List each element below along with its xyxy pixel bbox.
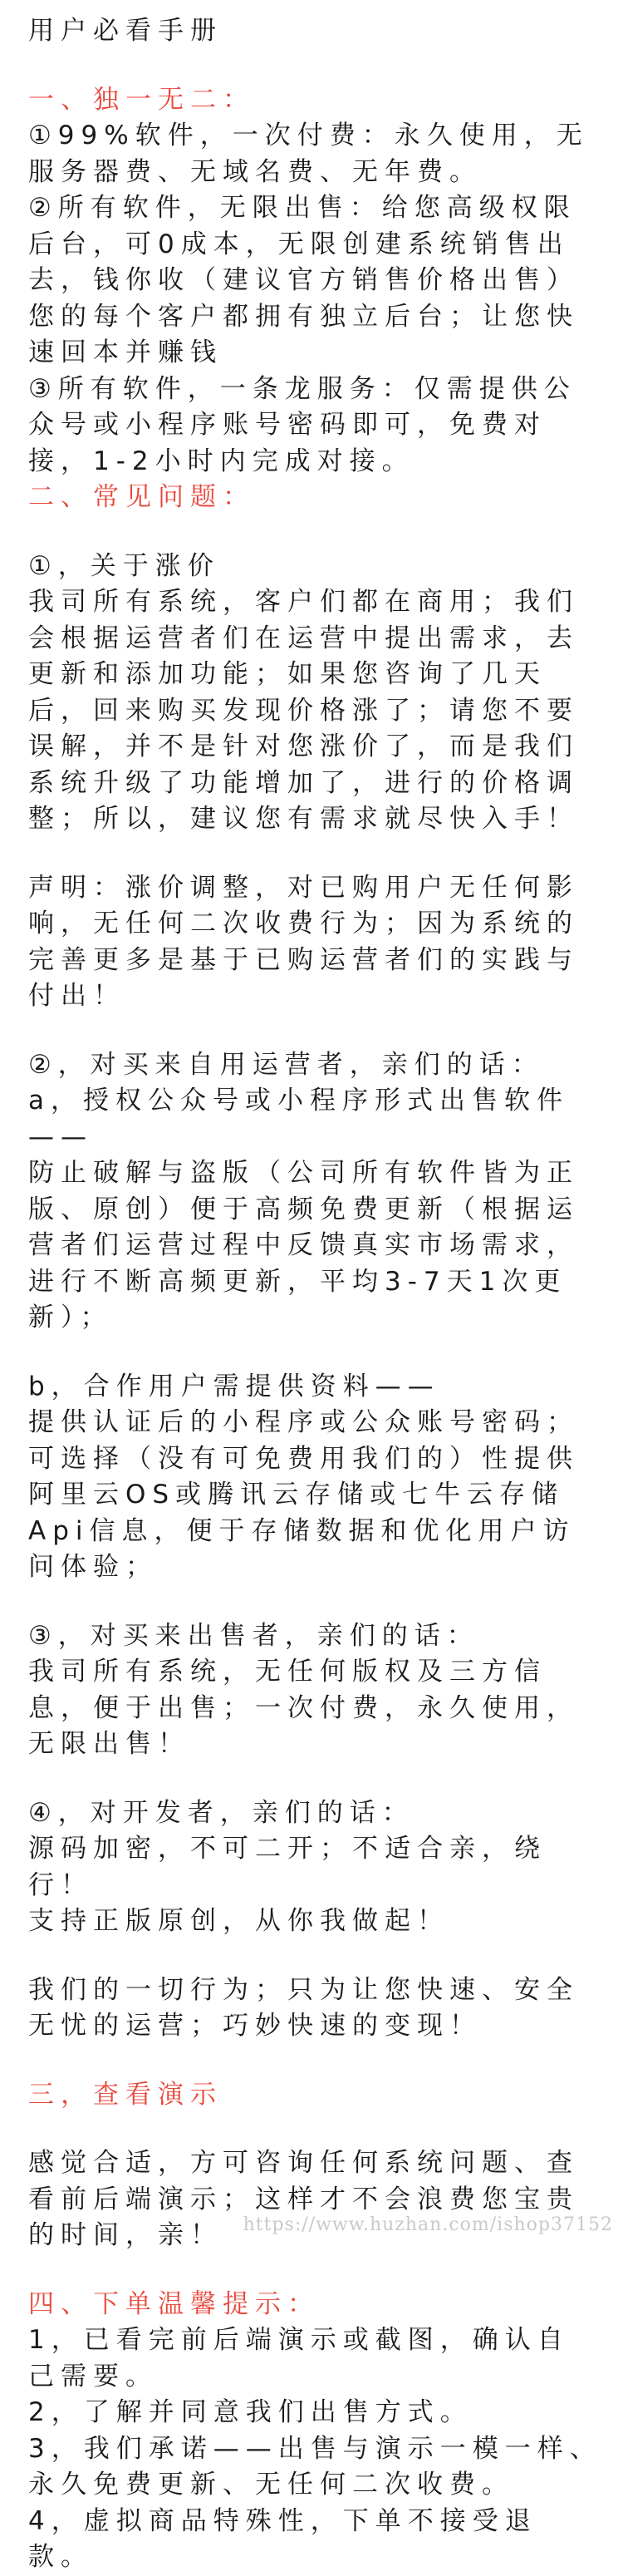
body-text-line: 无限出售！ <box>28 1729 190 1759</box>
body-text-line: 您的每个客户都拥有独立后台；让您快 <box>28 301 579 332</box>
body-text-line: ①，关于涨价 <box>28 550 220 581</box>
body-text-line: 源码加密，不可二开；不适合亲，绕 <box>28 1834 547 1864</box>
body-text-line: 我们的一切行为；只为让您快速、安全 <box>28 1974 579 2005</box>
body-text-line: 我司所有系统，无任何版权及三方信 <box>28 1657 547 1687</box>
body-text-line: 整；所以，建议您有需求就尽快入手！ <box>28 804 579 834</box>
body-text-line: 误解，并不是针对您涨价了，而是我们 <box>28 731 579 761</box>
body-text-line: Api信息，便于存储数据和优化用户访 <box>28 1515 576 1546</box>
body-text-line: 无忧的运营；巧妙快速的变现！ <box>28 2011 482 2041</box>
spacer <box>28 2113 601 2145</box>
body-text-line: 去，钱你收（建议官方销售价格出售） <box>28 265 579 295</box>
body-text-line: 进行不断高频更新，平均3-7天1次更 <box>28 1266 567 1297</box>
body-text-line: 响，无任何二次收费行为；因为系统的 <box>28 909 579 938</box>
body-text-line: a，授权公众号或小程序形式出售软件 <box>28 1086 569 1116</box>
spacer <box>28 1586 601 1618</box>
body-text-line: 完善更多是基于已购运营者们的实践与 <box>28 944 579 975</box>
body-text-line: —— <box>28 1121 93 1152</box>
body-text-line: 己需要。 <box>28 2361 158 2391</box>
body-text-line: 防止破解与盗版（公司所有软件皆为正 <box>28 1158 579 1188</box>
spacer <box>28 1763 601 1795</box>
body-text-line: 2，了解并同意我们出售方式。 <box>28 2397 473 2427</box>
body-text-line: 速回本并赚钱 <box>28 337 223 367</box>
section-heading: 三，查看演示 <box>28 2079 223 2110</box>
body-text-line: ②，对买来自用运营者，亲们的话： <box>28 1049 544 1080</box>
body-text-line: 永久免费更新、无任何二次收费。 <box>28 2470 514 2500</box>
body-text-line: 系统升级了功能增加了，进行的价格调 <box>28 767 579 798</box>
body-text-line: 感觉合适，方可咨询任何系统问题、查 <box>28 2148 579 2178</box>
spacer <box>28 1940 601 1973</box>
body-text-line: ①99%软件，一次付费：永久使用，无 <box>28 121 589 150</box>
body-text-line: ③，对买来出售者，亲们的话： <box>28 1620 479 1651</box>
body-text-line: 问体验； <box>28 1552 158 1582</box>
spacer <box>28 516 601 549</box>
spacer <box>28 1015 601 1047</box>
body-text-line: 营者们运营过程中反馈真实市场需求， <box>28 1230 579 1260</box>
body-text-line: ④，对开发者，亲们的话： <box>28 1797 415 1828</box>
body-text-line: 4，虚拟商品特殊性，下单不接受退 <box>28 2505 537 2536</box>
body-text-line: 可选择（没有可免费用我们的）性提供 <box>28 1443 579 1474</box>
body-text-line: 看前后端演示；这样才不会浪费您宝贵 <box>28 2184 579 2214</box>
body-text-line: 后台，可0成本，无限创建系统销售出 <box>28 229 570 259</box>
body-text-line: 新）； <box>28 1303 113 1332</box>
body-text-line: 阿里云OS或腾讯云存储或七牛云存储 <box>28 1480 565 1510</box>
spacer <box>28 1337 601 1369</box>
body-text-line: 更新和添加功能；如果您咨询了几天 <box>28 659 547 689</box>
manual-sections <box>28 82 601 2576</box>
body-text-line: 款。 <box>28 2542 93 2572</box>
body-text-line: 行！ <box>28 1869 93 1900</box>
section-heading: 二、常见问题： <box>28 482 255 512</box>
watermark-url: https://www.huzhan.com/ishop37152 <box>243 2214 613 2235</box>
body-text-line: 付出！ <box>28 981 125 1011</box>
spacer <box>28 838 601 870</box>
section-heading: 一、独一无二： <box>28 84 255 115</box>
body-text-line: 提供认证后的小程序或公众账号密码； <box>28 1407 579 1437</box>
manual-page <box>28 13 601 2576</box>
page-title: 用户必看手册 <box>28 16 223 46</box>
body-text-line: 息，便于出售；一次付费，永久使用， <box>28 1692 579 1723</box>
body-text-line: 声明：涨价调整，对已购用户无任何影 <box>28 872 579 903</box>
spacer <box>28 2045 601 2077</box>
body-text-line: 服务器费、无域名费、无年费。 <box>28 156 482 187</box>
body-text-line: 会根据运营者们在运营中提出需求，去 <box>28 623 579 653</box>
body-text-line: 版、原创）便于高频免费更新（根据运 <box>28 1194 579 1224</box>
body-text-line: 1，已看完前后端演示或截图，确认自 <box>28 2325 570 2355</box>
spacer <box>28 2254 601 2287</box>
section-heading: 四、下单温馨提示： <box>28 2288 320 2319</box>
body-text-line: 接，1-2小时内完成对接。 <box>28 446 415 476</box>
body-text-line: 支持正版原创，从你我做起！ <box>28 1906 449 1936</box>
body-text-line: 的时间，亲！ <box>28 2220 223 2250</box>
body-text-line: ②所有软件，无限出售：给您高级权限 <box>28 193 576 223</box>
body-text-line: ③所有软件，一条龙服务：仅需提供公 <box>28 373 576 404</box>
body-text-line: 3，我们承诺——出售与演示一模一样、 <box>28 2433 602 2464</box>
body-text-line: b，合作用户需提供资料—— <box>28 1371 440 1401</box>
body-text-line: 我司所有系统，客户们都在商用；我们 <box>28 587 579 617</box>
body-text-line: 后，回来购买发现价格涨了；请您不要 <box>28 695 579 726</box>
spacer <box>28 50 601 82</box>
body-text-line: 众号或小程序账号密码即可，免费对 <box>28 410 547 440</box>
